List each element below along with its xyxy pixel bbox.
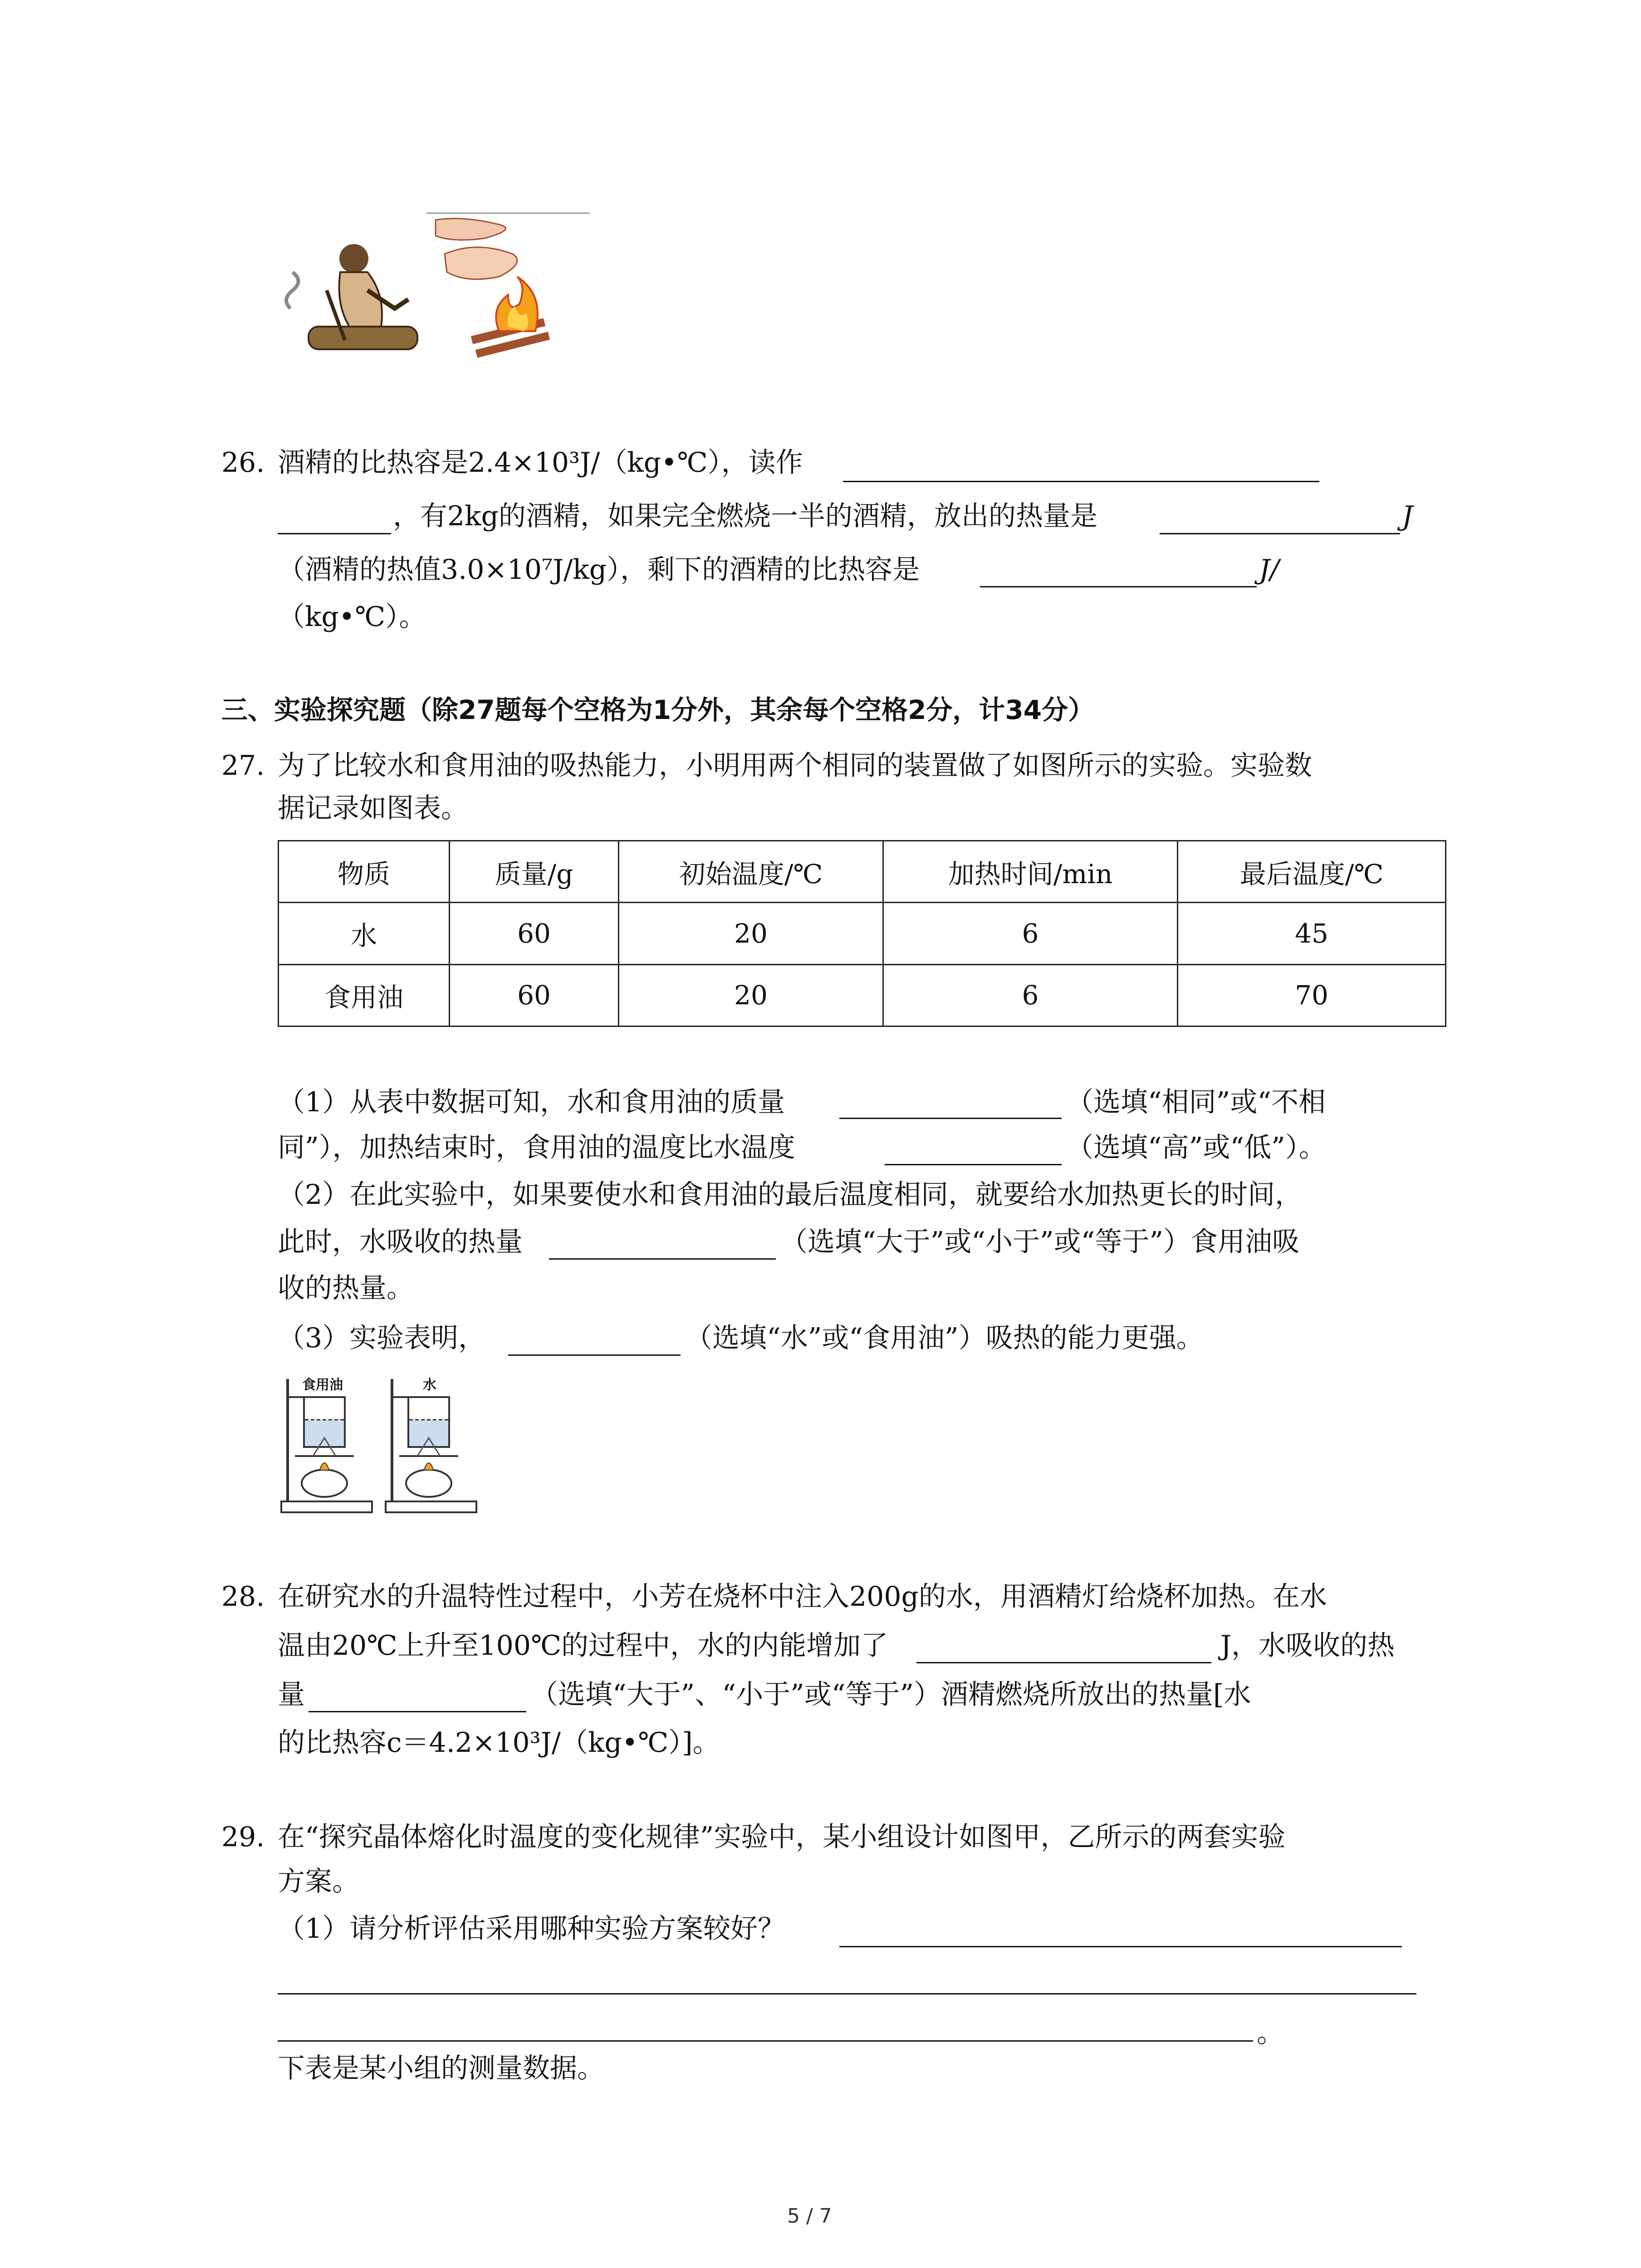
- q27-blank-mass[interactable]: [839, 1118, 1062, 1119]
- table-cell: 45: [1178, 903, 1446, 964]
- q27-p2a: （2）在此实验中，如果要使水和食用油的最后温度相同，就要给水加热更长的时间，: [278, 1179, 1303, 1211]
- table-cell: 食用油: [279, 964, 450, 1026]
- q26-blank-specific-heat[interactable]: [980, 586, 1257, 587]
- fire-making-figure: [272, 204, 590, 376]
- table-row: [279, 964, 1446, 1026]
- q27-p3a: （3）实验表明，: [278, 1322, 486, 1354]
- table-header-cell: 质量/g: [450, 841, 619, 903]
- section3-heading: 三、实验探究题（除27题每个空格为1分外，其余每个空格2分，计34分）: [221, 694, 1095, 725]
- page-number: 5 / 7: [787, 2204, 832, 2228]
- q29-blank-answer-3[interactable]: [278, 2040, 1253, 2042]
- table-row: [279, 903, 1446, 964]
- table-cell: 6: [883, 964, 1178, 1026]
- q26-blank-reading[interactable]: [843, 481, 1319, 482]
- q26-line4: （kg•℃）。: [278, 601, 426, 633]
- q27-line2: 据记录如图表。: [278, 792, 468, 824]
- q27-data-table: [278, 840, 1446, 1027]
- q27-p2b: 此时，水吸收的热量: [278, 1226, 523, 1258]
- table-cell: 20: [619, 903, 883, 964]
- q28-line2a: 温由20℃上升至100℃的过程中，水的内能增加了: [278, 1630, 888, 1662]
- q26-line1: 酒精的比热容是2.4×10³J/（kg•℃），读作: [278, 447, 803, 479]
- q27-apparatus-figure: [277, 1370, 485, 1520]
- q29-line1: 在“探究晶体熔化时温度的变化规律”实验中，某小组设计如图甲，乙所示的两套实验: [278, 1821, 1286, 1853]
- table-header-cell: 初始温度/℃: [619, 841, 883, 903]
- table-header-cell: 加热时间/min: [883, 841, 1178, 903]
- q26-blank-heat[interactable]: [1160, 533, 1400, 534]
- q27-line1: 为了比较水和食用油的吸热能力，小明用两个相同的装置做了如图所示的实验。实验数: [278, 750, 1312, 782]
- q27-blank-heat-compare[interactable]: [549, 1258, 776, 1260]
- q26-unit-jper: J/: [1259, 554, 1279, 586]
- q29-blank-answer-2[interactable]: [278, 1993, 1416, 1994]
- q26-line3: （酒精的热值3.0×10⁷J/kg），剩下的酒精的比热容是: [278, 554, 920, 586]
- q28-line2b: J，水吸收的热: [1220, 1630, 1395, 1662]
- table-cell: 70: [1178, 964, 1446, 1026]
- q29-number: 29.: [221, 1821, 265, 1853]
- q28-blank-energy[interactable]: [916, 1662, 1211, 1663]
- q28-number: 28.: [221, 1581, 265, 1613]
- oil-apparatus: [281, 1379, 372, 1512]
- q27-number: 27.: [221, 750, 265, 782]
- q27-blank-temp[interactable]: [885, 1164, 1062, 1165]
- table-cell: 60: [450, 964, 619, 1026]
- table-cell: 水: [279, 903, 450, 964]
- q27-p2c: （选填“大于”或“小于”或“等于”）食用油吸: [780, 1226, 1300, 1258]
- q26-unit-j: J: [1402, 500, 1413, 532]
- q28-line4: 的比热容c＝4.2×10³J/（kg•℃）]。: [278, 1727, 720, 1759]
- q29-line2: 方案。: [278, 1866, 359, 1897]
- q28-line3b: （选填“大于”、“小于”或“等于”）酒精燃烧所放出的热量[水: [531, 1679, 1251, 1711]
- table-header-row: [279, 841, 1446, 903]
- q28-line3a: 量: [278, 1679, 305, 1711]
- water-apparatus: [386, 1379, 476, 1512]
- top-illustration: [272, 204, 590, 376]
- q27-p2d: 收的热量。: [278, 1272, 414, 1304]
- q27-p1d: （选填“高”或“低”）。: [1066, 1132, 1326, 1163]
- q28-line1: 在研究水的升温特性过程中，小芳在烧杯中注入200g的水，用酒精灯给烧杯加热。在水: [278, 1581, 1327, 1613]
- q27-p1b: （选填“相同”或“不相: [1066, 1086, 1326, 1118]
- q26-blank-reading-cont[interactable]: [278, 533, 391, 534]
- q29-end-mark: 。: [1257, 2017, 1284, 2049]
- q27-p1c: 同”），加热结束时，食用油的温度比水温度: [278, 1132, 795, 1163]
- q26-number: 26.: [221, 447, 265, 479]
- table-header-cell: 最后温度/℃: [1178, 841, 1446, 903]
- q28-blank-compare[interactable]: [309, 1711, 526, 1712]
- q26-line2: ，有2kg的酒精，如果完全燃烧一半的酒精，放出的热量是: [393, 500, 1097, 532]
- q27-blank-stronger[interactable]: [508, 1354, 681, 1356]
- q29-blank-answer-1[interactable]: [839, 1946, 1402, 1947]
- figure-label-oil: 食用油: [302, 1377, 343, 1393]
- figure-label-water: 水: [423, 1377, 436, 1393]
- q27-p3b: （选填“水”或“食用油”）吸热的能力更强。: [685, 1322, 1204, 1354]
- q29-last-line: 下表是某小组的测量数据。: [278, 2053, 604, 2084]
- table-cell: 60: [450, 903, 619, 964]
- table-header-cell: 物质: [279, 841, 450, 903]
- table-cell: 20: [619, 964, 883, 1026]
- q27-p1a: （1）从表中数据可知，水和食用油的质量: [278, 1086, 785, 1118]
- q29-p1: （1）请分析评估采用哪种实验方案较好？: [278, 1913, 785, 1945]
- table-cell: 6: [883, 903, 1178, 964]
